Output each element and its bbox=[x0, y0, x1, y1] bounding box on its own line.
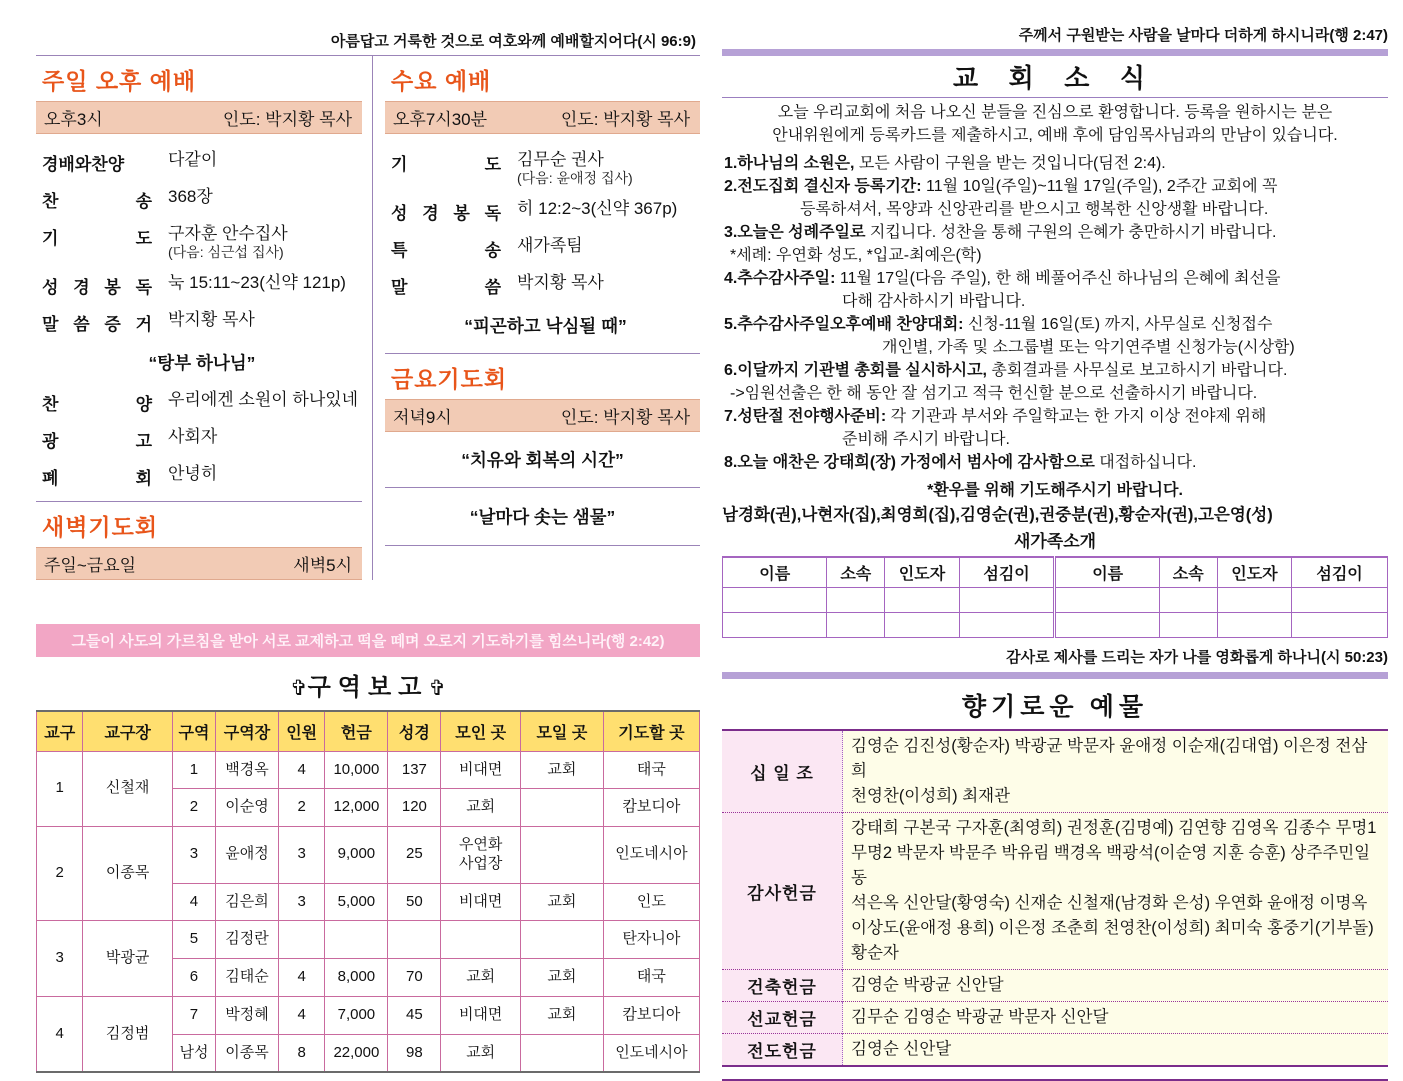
report-cell bbox=[441, 921, 521, 959]
report-cell: 3 bbox=[278, 883, 324, 921]
report-cell: 탄자니아 bbox=[603, 921, 699, 959]
cross-icon: ✞ bbox=[290, 676, 308, 700]
table-row bbox=[37, 921, 700, 959]
dawn-prayer-section bbox=[36, 502, 362, 580]
new-family-body bbox=[723, 588, 1388, 638]
table-row bbox=[37, 751, 700, 789]
offerings-table bbox=[722, 729, 1388, 1067]
worship-columns bbox=[36, 56, 700, 580]
dawn-prayer-title: 새벽기도회 bbox=[42, 513, 159, 540]
announcement-line: 3.오늘은 성례주일로 지킵니다. 성찬을 통해 구원의 은혜가 충만하시기 바랍니다. bbox=[724, 224, 1277, 241]
district-number: 4 bbox=[37, 996, 83, 1072]
new-family-cell bbox=[1055, 613, 1159, 638]
service-row-label: 경배와찬양 bbox=[42, 155, 125, 174]
report-cell: 교회 bbox=[441, 789, 521, 827]
report-cell: 남성 bbox=[172, 1034, 215, 1072]
cross-icon: ✞ bbox=[428, 676, 446, 700]
table-row bbox=[722, 813, 1388, 970]
sunday-service-band bbox=[36, 101, 362, 134]
table-row bbox=[37, 827, 700, 884]
report-cell: 98 bbox=[388, 1034, 441, 1072]
new-family-column-header: 소속 bbox=[1159, 557, 1217, 588]
report-cell: 2 bbox=[172, 789, 215, 827]
new-family-cell bbox=[1055, 588, 1159, 613]
service-row-value: 사회자 bbox=[168, 426, 218, 446]
offering-type-label: 전도헌금 bbox=[722, 1034, 843, 1067]
report-column-header: 교구장 bbox=[83, 711, 173, 752]
report-cell: 이순영 bbox=[216, 789, 279, 827]
service-leader: 인도: 박지황 목사 bbox=[222, 110, 352, 129]
district-report-table bbox=[36, 710, 700, 1074]
report-cell: 4 bbox=[172, 883, 215, 921]
district-report-title: ✞구역보고✞ bbox=[290, 673, 446, 701]
new-family-column-header: 소속 bbox=[827, 557, 885, 588]
table-row bbox=[722, 1002, 1388, 1034]
report-cell: 70 bbox=[388, 959, 441, 997]
district-head: 신철재 bbox=[83, 751, 173, 827]
report-cell: 김정란 bbox=[216, 921, 279, 959]
service-row-label: 기 도 bbox=[391, 155, 501, 174]
report-cell: 25 bbox=[388, 827, 441, 884]
new-family-cell bbox=[723, 613, 827, 638]
report-cell: 교회 bbox=[441, 959, 521, 997]
report-cell: 7 bbox=[172, 996, 215, 1034]
service-row-value: 박지황 목사 bbox=[168, 309, 255, 329]
intro-line: 오늘 우리교회에 처음 나오신 분들을 진심으로 환영합니다. 등록을 원하시는 분은 bbox=[777, 104, 1333, 121]
announcement-line: *세례: 우연화 성도, *입교-최예은(학) bbox=[730, 247, 982, 264]
service-row-label: 광 고 bbox=[42, 431, 152, 451]
report-cell: 인도네시아 bbox=[603, 827, 699, 884]
service-row bbox=[42, 273, 362, 298]
report-cell: 8 bbox=[278, 1034, 324, 1072]
offering-names: 강태희 구본국 구자훈(최영희) 권정훈(김명예) 김연향 김영옥 김종수 무명1 무명2 박문자 박문주 박유림 백경옥 백광석(이순영 지훈 승훈) 상주주민일동 석은옥 신안달(황영숙) 신재순 신철재(남경화 은성) 우연화 윤애정 이명옥 이상도(윤애정 용희) 이은정 조춘희 천영찬(이성희) 최미숙 홍중기(기부돌) 황순자 bbox=[843, 813, 1389, 970]
announcement-line: 다해 감사하시기 바랍니다. bbox=[842, 293, 1026, 310]
service-row bbox=[42, 390, 362, 415]
service-row bbox=[391, 236, 700, 261]
report-cell: 교회 bbox=[520, 959, 603, 997]
service-row-value: 안녕히 bbox=[168, 463, 218, 483]
sermon-title: “탕부 하나님” bbox=[148, 352, 256, 373]
service-row-value: 새가족팀 bbox=[517, 235, 583, 255]
service-row-value: 눅 15:11~23(신약 121p) bbox=[168, 272, 346, 292]
offering-type-label: 선교헌금 bbox=[722, 1002, 843, 1034]
welcome-intro bbox=[722, 101, 1388, 147]
dawn-prayer-time: 새벽5시 bbox=[293, 555, 352, 575]
report-cell: 4 bbox=[278, 996, 324, 1034]
service-row bbox=[42, 464, 362, 489]
report-cell: 2 bbox=[278, 789, 324, 827]
announcement-line: 6.이달까지 기관별 총회를 실시하시고, 총회결과를 사무실로 보고하시기 바랍니다. bbox=[724, 362, 1288, 379]
report-cell: 김태순 bbox=[216, 959, 279, 997]
report-cell: 4 bbox=[278, 751, 324, 789]
report-cell: 이종목 bbox=[216, 1034, 279, 1072]
table-row bbox=[722, 1034, 1388, 1067]
service-row-label: 말 씀 bbox=[391, 277, 501, 297]
report-cell: 교회 bbox=[520, 883, 603, 921]
report-cell bbox=[388, 921, 441, 959]
report-cell: 3 bbox=[278, 827, 324, 884]
new-family-cell bbox=[959, 588, 1055, 613]
new-family-cell bbox=[1159, 588, 1217, 613]
new-family-cell bbox=[1217, 613, 1291, 638]
new-family-column-header: 섬김이 bbox=[1292, 557, 1388, 588]
wednesday-service-title: 수요 예배 bbox=[391, 68, 492, 94]
service-row-value: 김무순 권사 (다음: 윤애정 집사) bbox=[517, 150, 633, 187]
new-family-header-row bbox=[723, 557, 1388, 588]
thanksgiving-verse: 감사로 제사를 드리는 자가 나를 영화롭게 하나니(시 50:23) bbox=[1006, 649, 1388, 666]
acts-verse-banner: 그들이 사도의 가르침을 받아 서로 교제하고 떡을 떼며 오로지 기도하기를 힘쓰니라(행 2:42) bbox=[36, 624, 700, 657]
dawn-prayer-days: 주일~금요일 bbox=[44, 555, 137, 575]
new-family-cell bbox=[827, 588, 885, 613]
report-cell: 7,000 bbox=[325, 996, 388, 1034]
new-family-cell bbox=[1217, 588, 1291, 613]
new-family-column-header: 인도자 bbox=[885, 557, 959, 588]
announcement-line: 준비해 주시기 바랍니다. bbox=[842, 431, 1010, 448]
report-cell bbox=[520, 921, 603, 959]
report-body bbox=[37, 751, 700, 1072]
offering-type-label: 십 일 조 bbox=[722, 730, 843, 813]
service-row-label: 말 씀 증 거 bbox=[42, 314, 152, 334]
offerings-body bbox=[722, 730, 1388, 1066]
report-cell: 교회 bbox=[520, 996, 603, 1034]
friday-prayer-band bbox=[385, 399, 700, 432]
report-column-header: 기도할 곳 bbox=[603, 711, 699, 752]
new-family-cell bbox=[827, 613, 885, 638]
table-row bbox=[37, 996, 700, 1034]
prayer-request-names: 남경화(권),나현자(집),최영희(집),김영순(권),권중분(권),황순자(권),고은영(성) bbox=[722, 506, 1273, 524]
report-cell bbox=[325, 921, 388, 959]
right-top-verse: 주께서 구원받는 사람을 날마다 더하게 하시니라(행 2:47) bbox=[1018, 27, 1388, 44]
service-row bbox=[391, 199, 700, 224]
report-cell bbox=[520, 789, 603, 827]
report-cell bbox=[278, 921, 324, 959]
service-leader: 인도: 박지황 목사 bbox=[560, 407, 690, 427]
report-cell: 교회 bbox=[520, 751, 603, 789]
service-row-label: 폐 회 bbox=[42, 468, 152, 488]
new-family-column-header: 섬김이 bbox=[959, 557, 1055, 588]
district-number: 3 bbox=[37, 921, 83, 997]
purple-bar-top bbox=[722, 49, 1388, 56]
service-row bbox=[42, 224, 362, 261]
report-cell: 태국 bbox=[603, 751, 699, 789]
new-family-column-header: 이름 bbox=[1055, 557, 1159, 588]
wednesday-service bbox=[385, 56, 700, 338]
district-head: 이종목 bbox=[83, 827, 173, 921]
report-cell: 김은희 bbox=[216, 883, 279, 921]
prayer-request-title: *환우를 위해 기도해주시기 바랍니다. bbox=[927, 482, 1183, 499]
dawn-prayer-quote-box bbox=[385, 487, 700, 546]
report-cell: 120 bbox=[388, 789, 441, 827]
new-family-title: 새가족소개 bbox=[1013, 532, 1097, 551]
service-row-label: 찬 송 bbox=[42, 192, 152, 211]
report-cell: 22,000 bbox=[325, 1034, 388, 1072]
service-time: 오후7시30분 bbox=[393, 110, 488, 129]
service-leader: 인도: 박지황 목사 bbox=[560, 110, 690, 129]
report-column-header: 모인 곳 bbox=[441, 711, 521, 752]
service-row-label: 성 경 봉 독 bbox=[391, 203, 501, 223]
new-family-cell bbox=[885, 613, 959, 638]
district-head: 박광균 bbox=[83, 921, 173, 997]
report-cell bbox=[520, 1034, 603, 1072]
new-family-cell bbox=[1292, 588, 1388, 613]
report-cell: 12,000 bbox=[325, 789, 388, 827]
report-cell: 4 bbox=[278, 959, 324, 997]
wednesday-service-band bbox=[385, 101, 700, 134]
service-row bbox=[391, 273, 700, 298]
announcement-line: 4.추수감사주일: 11월 17일(다음 주일), 한 해 베풀어주신 하나님의 은혜에 최선을 bbox=[724, 270, 1281, 287]
new-family-column-header: 이름 bbox=[723, 557, 827, 588]
new-family-column-header: 인도자 bbox=[1217, 557, 1291, 588]
offering-names: 김영순 신안달 bbox=[843, 1034, 1389, 1067]
report-column-header: 교구 bbox=[37, 711, 83, 752]
new-family-table bbox=[722, 556, 1388, 638]
middle-column bbox=[372, 56, 700, 580]
offerings-title: 향기로운 예물 bbox=[961, 694, 1149, 721]
announcement-line: ->임원선출은 한 해 동안 잘 섬기고 적극 헌신할 분으로 선출하시기 바랍니다. bbox=[730, 385, 1258, 402]
service-row-label: 기 도 bbox=[42, 229, 152, 248]
offering-type-label: 건축헌금 bbox=[722, 970, 843, 1002]
report-cell: 교회 bbox=[441, 1034, 521, 1072]
table-row bbox=[723, 613, 1388, 638]
service-row-value: 다같이 bbox=[168, 150, 218, 169]
left-top-verse: 아름답고 거룩한 것으로 여호와께 예배할지어다(시 96:9) bbox=[36, 28, 700, 56]
intro-line: 안내위원에게 등록카드를 제출하시고, 예배 후에 담임목사님과의 만남이 있습니다. bbox=[772, 127, 1338, 144]
report-cell: 3 bbox=[172, 827, 215, 884]
service-row-label: 찬 양 bbox=[42, 394, 152, 414]
friday-prayer-quote: “치유와 회복의 시간” bbox=[461, 449, 624, 470]
bulletin-right-page bbox=[722, 24, 1388, 1081]
report-column-header: 모일 곳 bbox=[520, 711, 603, 752]
service-row bbox=[42, 310, 362, 335]
table-row bbox=[722, 730, 1388, 813]
report-cell: 비대면 bbox=[441, 751, 521, 789]
church-news-title: 교 회 소 식 bbox=[722, 56, 1388, 98]
new-family-cell bbox=[959, 613, 1055, 638]
announcement-line: 등록하셔서, 목양과 신앙관리를 받으시고 행복한 신앙생활 바랍니다. bbox=[800, 201, 1269, 218]
friday-prayer-title: 금요기도회 bbox=[391, 365, 508, 392]
report-cell: 비대면 bbox=[441, 883, 521, 921]
report-cell: 인도 bbox=[603, 883, 699, 921]
sunday-service-rows bbox=[36, 134, 362, 489]
service-row-value: 박지황 목사 bbox=[517, 272, 604, 292]
announcement-line: 개인별, 가족 및 소그룹별 또는 악기연주별 신청가능(시상함) bbox=[882, 339, 1295, 356]
service-row bbox=[42, 187, 362, 212]
report-cell: 137 bbox=[388, 751, 441, 789]
table-row bbox=[723, 588, 1388, 613]
report-cell: 박정혜 bbox=[216, 996, 279, 1034]
report-cell: 5,000 bbox=[325, 883, 388, 921]
service-row-value: 우리에겐 소원이 하나있네 bbox=[168, 389, 359, 409]
report-column-header: 인원 bbox=[278, 711, 324, 752]
offering-type-label: 감사헌금 bbox=[722, 813, 843, 970]
service-time: 저녁9시 bbox=[393, 407, 452, 427]
new-family-cell bbox=[1159, 613, 1217, 638]
service-row-label: 특 송 bbox=[391, 240, 501, 260]
new-family-cell bbox=[885, 588, 959, 613]
announcement-line: 7.성탄절 전야행사준비: 각 기관과 부서와 주일학교는 한 가지 이상 전야제 위해 bbox=[724, 408, 1267, 425]
report-column-header: 헌금 bbox=[325, 711, 388, 752]
report-cell: 인도네시아 bbox=[603, 1034, 699, 1072]
purple-bar-middle bbox=[722, 672, 1388, 679]
offering-names: 김영순 김진성(황순자) 박광균 박문자 윤애정 이순재(김대엽) 이은정 전삼희 천영찬(이성희) 최재관 bbox=[843, 730, 1389, 813]
report-column-header: 성경 bbox=[388, 711, 441, 752]
report-header-row bbox=[37, 711, 700, 752]
announcement-line: 8.오늘 애찬은 강태희(장) 가정에서 범사에 감사함으로 대접하십니다. bbox=[724, 454, 1197, 471]
report-cell: 10,000 bbox=[325, 751, 388, 789]
report-column-header: 구역장 bbox=[216, 711, 279, 752]
service-time: 오후3시 bbox=[44, 110, 103, 129]
dawn-prayer-band bbox=[36, 547, 362, 580]
left-column bbox=[36, 56, 372, 580]
report-cell: 캄보디아 bbox=[603, 789, 699, 827]
report-cell: 8,000 bbox=[325, 959, 388, 997]
report-cell: 9,000 bbox=[325, 827, 388, 884]
report-column-header: 구역 bbox=[172, 711, 215, 752]
new-family-cell bbox=[1292, 613, 1388, 638]
friday-prayer-section bbox=[385, 353, 700, 472]
sermon-title: “피곤하고 낙심될 때” bbox=[464, 315, 627, 336]
report-cell: 50 bbox=[388, 883, 441, 921]
announcement-line: 1.하나님의 소원은, 모든 사람이 구원을 받는 것입니다(딤전 2:4). bbox=[724, 155, 1166, 172]
sunday-afternoon-service bbox=[36, 56, 362, 489]
report-cell: 우연화 사업장 bbox=[441, 827, 521, 884]
district-number: 1 bbox=[37, 751, 83, 827]
dawn-prayer-quote: “날마다 솟는 샘물” bbox=[469, 506, 616, 527]
report-cell: 캄보디아 bbox=[603, 996, 699, 1034]
service-row-label: 성 경 봉 독 bbox=[42, 277, 152, 297]
announcement-line: 2.전도집회 결신자 등록기간: 11월 10일(주일)~11월 17일(주일), 2주간 교회에 꼭 bbox=[724, 178, 1278, 195]
announcement-list bbox=[722, 152, 1388, 474]
report-cell: 비대면 bbox=[441, 996, 521, 1034]
report-cell: 5 bbox=[172, 921, 215, 959]
announcement-line: 5.추수감사주일오후예배 찬양대회: 신청-11월 16일(토) 까지, 사무실로 신청접수 bbox=[724, 316, 1273, 333]
service-row-value: 구자훈 안수집사 (다음: 심근섭 집사) bbox=[168, 224, 288, 261]
offering-names: 김무순 김영순 박광균 박문자 신안달 bbox=[843, 1002, 1389, 1034]
report-cell: 45 bbox=[388, 996, 441, 1034]
report-cell: 6 bbox=[172, 959, 215, 997]
report-cell: 1 bbox=[172, 751, 215, 789]
service-row bbox=[42, 150, 362, 175]
service-row-value: 히 12:2~3(신약 367p) bbox=[517, 198, 678, 218]
table-row bbox=[722, 970, 1388, 1002]
sunday-service-title: 주일 오후 예배 bbox=[42, 68, 197, 94]
bulletin-left-page bbox=[36, 28, 700, 1073]
district-number: 2 bbox=[37, 827, 83, 921]
service-row bbox=[391, 150, 700, 187]
service-row-value: 368장 bbox=[168, 187, 213, 206]
report-cell: 백경옥 bbox=[216, 751, 279, 789]
report-cell: 윤애정 bbox=[216, 827, 279, 884]
new-family-cell bbox=[723, 588, 827, 613]
report-cell bbox=[520, 827, 603, 884]
service-row bbox=[42, 427, 362, 452]
offering-names: 김영순 박광균 신안달 bbox=[843, 970, 1389, 1002]
district-head: 김정범 bbox=[83, 996, 173, 1072]
report-cell: 태국 bbox=[603, 959, 699, 997]
wednesday-service-rows bbox=[385, 134, 700, 338]
